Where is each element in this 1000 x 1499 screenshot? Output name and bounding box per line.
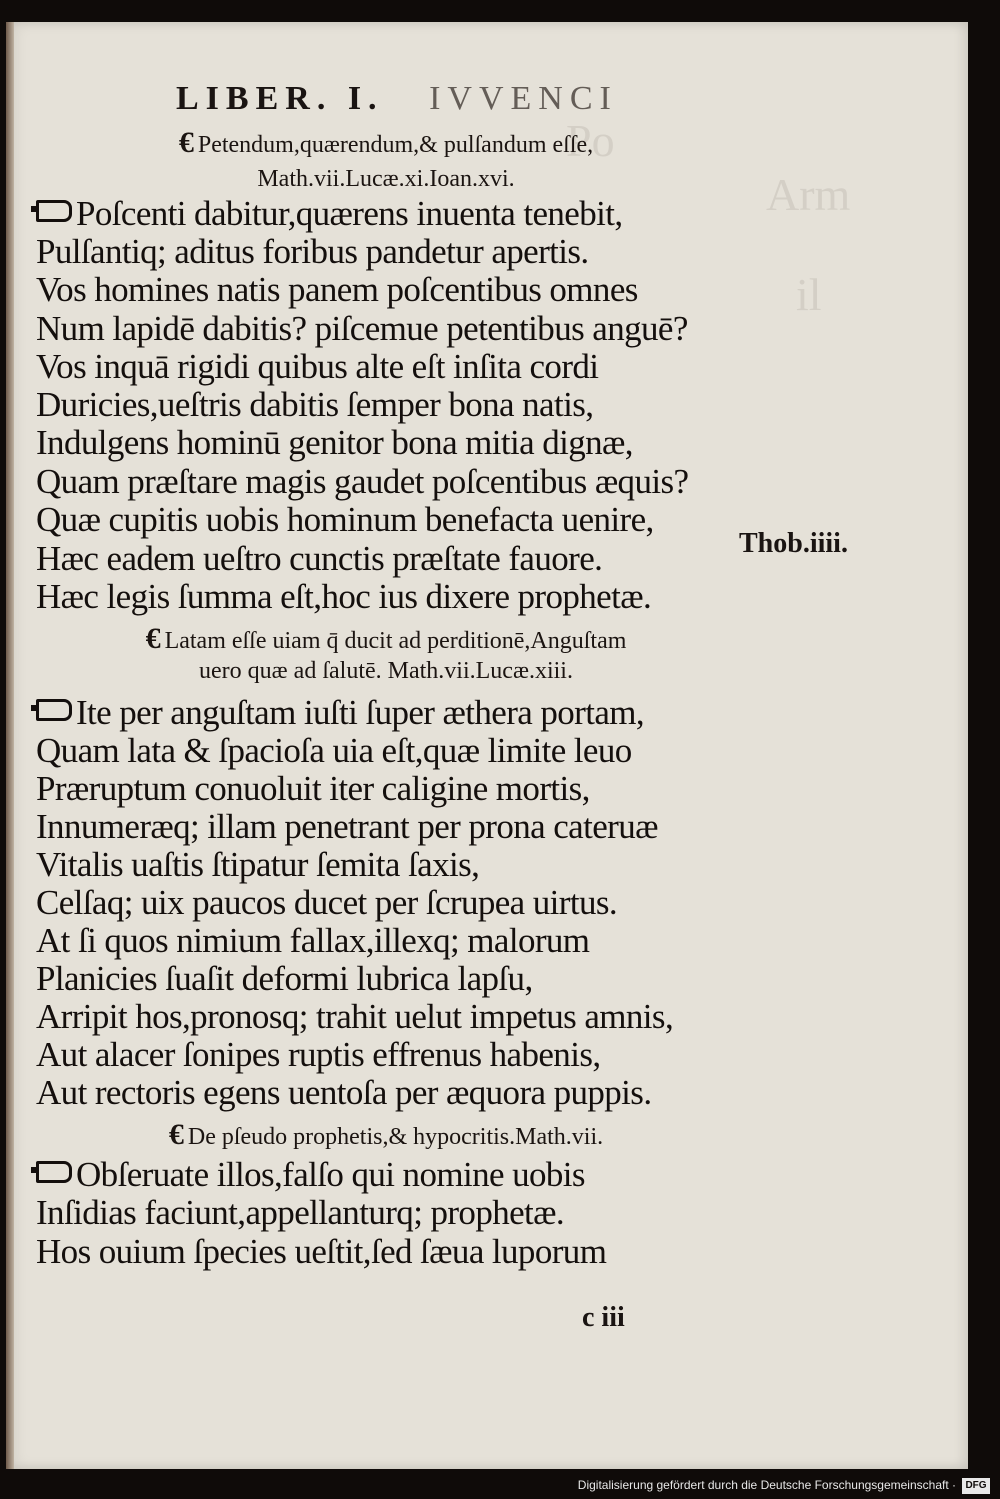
verse-line: Pulſantiq; aditus foribus pandetur apertis. [36, 232, 589, 271]
book-page [6, 22, 968, 1469]
verse-line: Ite per anguſtam iuſti ſuper æthera portam, [36, 694, 736, 732]
verse-line: Aut rectoris egens uentoſa per æquora puppis. [36, 1073, 652, 1112]
verse-line: Hæc eadem ueſtro cunctis præſtate fauore. [36, 539, 603, 578]
verse-line: Indulgens hominū genitor bona mitia dignæ, [36, 423, 633, 462]
pointing-hand-icon [36, 699, 72, 721]
pointing-hand-icon [36, 1161, 72, 1183]
marginal-reference: Thob.iiii. [739, 528, 848, 559]
verse-line: Innumeræq; illam penetrant per prona cateruæ [36, 807, 658, 846]
page-binding-edge [6, 22, 14, 1469]
bleed-through-text: Po [566, 115, 615, 166]
rubric-line: Latam eſſe uiam q̄ ducit ad perditionē,Anguſtam [164, 628, 627, 654]
footer-bar [0, 1469, 1000, 1499]
rubric-line: Petendum,quærendum,& pulſandum eſſe, [197, 132, 594, 158]
rubric-line: De pſeudo prophetis,& hypocritis.Math.vii. [187, 1124, 604, 1150]
verse-line: Vitalis uaſtis ſtipatur ſemita ſaxis, [36, 845, 480, 884]
verse-line: Quam lata & ſpacioſa uia eſt,quæ limite leuo [36, 731, 632, 770]
pilcrow-icon: € [145, 622, 161, 655]
verse-line: Inſidias faciunt,appellanturq; prophetæ. [36, 1193, 565, 1232]
verse-line: Hos ouium ſpecies ueſtit,ſed ſæua luporum [36, 1232, 607, 1271]
pilcrow-icon: € [168, 1118, 184, 1151]
verse-line: Aut alacer ſonipes ruptis effrenus habenis, [36, 1035, 601, 1074]
bleed-through-text: Arm [766, 169, 851, 220]
verse-line: Planicies ſuaſit deformi lubrica lapſu, [36, 959, 533, 998]
verse-line: Arripit hos,pronosq; trahit uelut impetus amnis, [36, 997, 674, 1036]
verse-line: At ſi quos nimium fallax,illexq; malorum [36, 921, 590, 960]
running-head [176, 80, 876, 118]
running-head-left: LIBER. I. [176, 80, 384, 117]
verse-line: Vos homines natis panem poſcentibus omnes [36, 270, 638, 309]
rubric-heading [36, 126, 736, 162]
verse-line: Præruptum conuoluit iter caligine mortis, [36, 769, 590, 808]
verse-line: Quam præſtare magis gaudet poſcentibus æquis? [36, 462, 689, 501]
running-head-right: IVVENCI [429, 80, 618, 117]
verse-line: Obſeruate illos,falſo qui nomine uobis [36, 1156, 736, 1194]
rubric-heading [36, 1118, 736, 1154]
verse-line: Duricies,ueſtris dabitis ſemper bona natis, [36, 385, 594, 424]
rubric-line: Math.vii.Lucæ.xi.Ioan.xvi. [257, 166, 515, 192]
pointing-hand-icon [36, 200, 72, 222]
signature-mark: c iii [582, 1302, 625, 1333]
rubric-heading [36, 654, 736, 688]
rubric-line: uero quæ ad ſalutē. Math.vii.Lucæ.xiii. [199, 658, 573, 684]
verse-line: Vos inquā rigidi quibus alte eſt inſita cordi [36, 347, 599, 386]
rubric-heading [36, 622, 736, 658]
bleed-through-text: il [796, 269, 822, 320]
verse-line: Poſcenti dabitur,quærens inuenta tenebit, [36, 195, 736, 233]
footer-credit: Digitalisierung gefördert durch die Deutsche Forschungsgemeinschaft · [577, 1478, 956, 1492]
verse-line: Celſaq; uix paucos ducet per ſcrupea uirtus. [36, 883, 618, 922]
dfg-logo-icon: DFG [962, 1478, 990, 1494]
verse-line: Num lapidē dabitis? piſcemue petentibus anguē? [36, 309, 688, 348]
pilcrow-icon: € [178, 126, 194, 159]
verse-line: Quæ cupitis uobis hominum benefacta uenire, [36, 500, 654, 539]
rubric-heading [36, 162, 736, 196]
verse-line: Hæc legis ſumma eſt,hoc ius dixere prophetæ. [36, 577, 652, 616]
